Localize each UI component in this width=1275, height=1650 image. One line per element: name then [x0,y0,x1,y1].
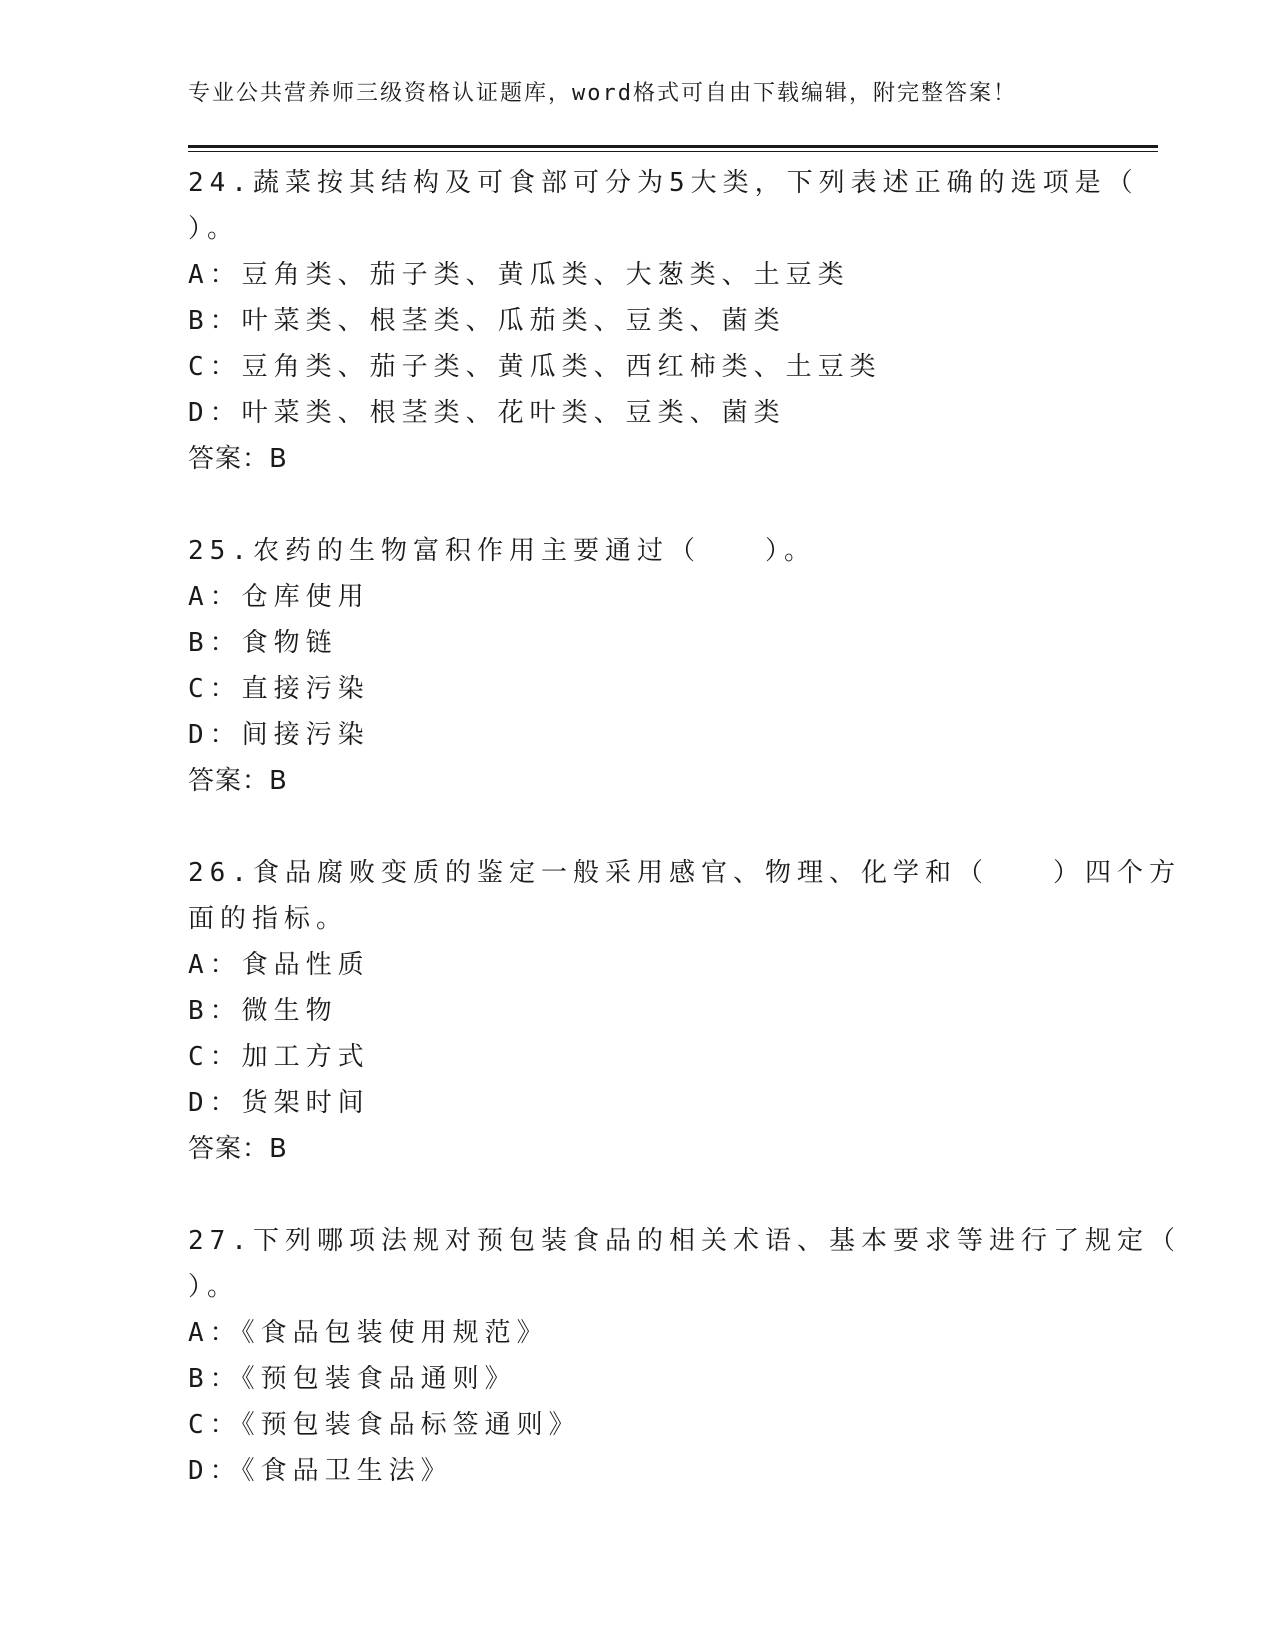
question-stem: ）。 [188,1272,240,1302]
question-stem: ）。 [188,214,240,244]
option-b: B：微生物 [188,996,338,1026]
header-rule-thick [188,145,1158,148]
question-stem: 27.下列哪项法规对预包装食品的相关术语、基本要求等进行了规定（ [188,1226,1181,1256]
question-25 [188,528,1088,804]
question-stem: 25.农药的生物富积作用主要通过（ ）。 [188,536,816,566]
question-26 [188,850,1181,1172]
question-27 [188,1218,1181,1494]
spacer [188,1172,1088,1218]
option-a: A：食品性质 [188,950,370,980]
option-d: D：间接污染 [188,720,370,750]
answer: 答案：B [188,444,288,474]
page-header: 专业公共营养师三级资格认证题库，word格式可自由下载编辑，附完整答案！ [188,81,1017,106]
question-24 [188,160,1139,482]
question-stem: 面的指标。 [188,904,349,934]
option-a: A：豆角类、茄子类、黄瓜类、大葱类、土豆类 [188,260,850,290]
option-b: B：《预包装食品通则》 [188,1364,517,1394]
question-stem: 24.蔬菜按其结构及可食部可分为5大类，下列表述正确的选项是（ [188,168,1139,198]
spacer [188,804,1088,850]
option-b: B：叶菜类、根茎类、瓜茄类、豆类、菌类 [188,306,786,336]
question-stem: 26.食品腐败变质的鉴定一般采用感官、物理、化学和（ ）四个方 [188,858,1181,888]
option-b: B：食物链 [188,628,338,658]
option-c: C：直接污染 [188,674,370,704]
option-c: C：《预包装食品标签通则》 [188,1410,581,1440]
question-list [188,160,1181,1494]
answer: 答案：B [188,1134,288,1164]
option-c: C：豆角类、茄子类、黄瓜类、西红柿类、土豆类 [188,352,882,382]
option-d: D：《食品卫生法》 [188,1456,453,1486]
answer: 答案：B [188,766,288,796]
option-d: D：叶菜类、根茎类、花叶类、豆类、菌类 [188,398,786,428]
option-c: C：加工方式 [188,1042,370,1072]
spacer [188,482,1088,528]
option-a: A：《食品包装使用规范》 [188,1318,549,1348]
option-a: A：仓库使用 [188,582,370,612]
header-rule-thin [188,151,1158,152]
option-d: D：货架时间 [188,1088,370,1118]
